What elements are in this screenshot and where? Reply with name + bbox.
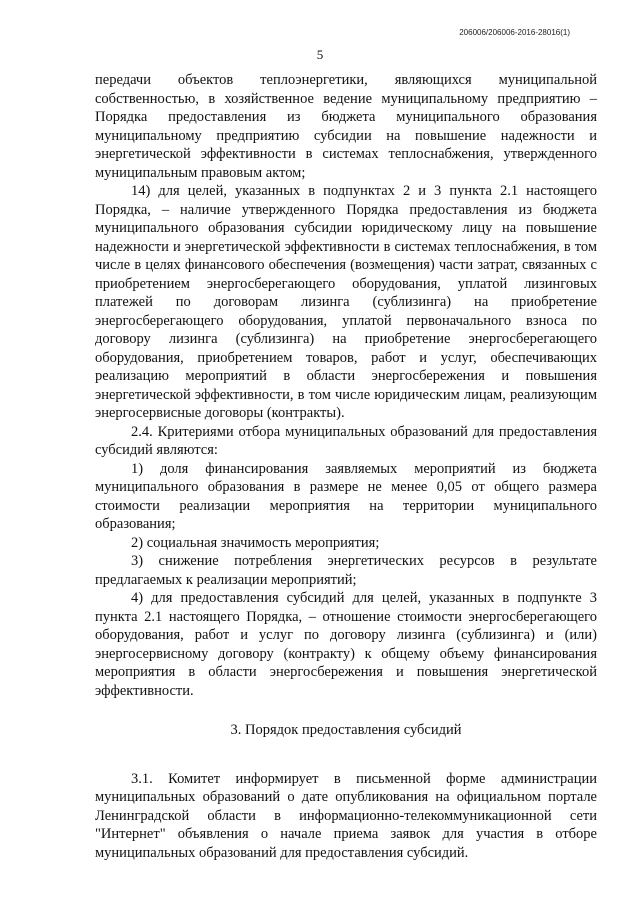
- criterion-4: 4) для предоставления субсидий для целей, указанных в подпункте 3 пункта 2.1 настоящего Порядка, – отношение стоимости энергосберегающего оборудования, работ и услуг по договору лизинга (сублизинга) и (или) энергосервисному договору (контракту) к общему объему финансирования мероприятия в области энергосбережения и повышения энергетической эффективности.: [95, 590, 597, 699]
- section-heading: 3. Порядок предоставления субсидий: [230, 722, 462, 738]
- paragraph-2-4: 2.4. Критериями отбора муниципальных образований для предоставления субсидий являются:: [95, 423, 597, 458]
- page-number: 5: [316, 47, 324, 62]
- paragraph-continuation: передачи объектов теплоэнергетики, являющихся муниципальной собственностью, в хозяйственное ведение муниципальному предприятию – Порядка предоставления из бюджета муниципального образования муниципальному предприятию субсидии на повышение надежности и энергетической эффективности в системах теплоснабжения, утвержденного муниципальным правовым актом;: [95, 72, 597, 181]
- criterion-1: 1) доля финансирования заявляемых мероприятий из бюджета муниципального образования в размере не менее 0,05 от общего размера стоимости реализации мероприятия на территории муниципального образования;: [95, 460, 597, 532]
- section-spacer: [95, 740, 597, 770]
- document-id: 206006/206006-2016-28016(1): [459, 28, 570, 37]
- document-body: [95, 71, 597, 862]
- criterion-2: 2) социальная значимость мероприятия;: [131, 534, 380, 551]
- paragraph-item-14: 14) для целей, указанных в подпунктах 2 и 3 пункта 2.1 настоящего Порядка, – наличие утвержденного Порядка предоставления из бюджета муниципального образования субсидии юридическому лицу на повышение надежности и энергетической эффективности в системах теплоснабжения, в том числе в целях финансового обеспечения (возмещения) части затрат, связанных с приобретением энергосберегающего оборудования, уплатой лизинговых платежей по договорам лизинга (сублизинга) на приобретение энергосберегающего оборудования, уплатой первоначального взноса по договору лизинга (сублизинга) на приобретение энергосберегающего оборудования, приобретением товаров, работ и услуг, обеспечивающих реализацию мероприятий в области энергосбережения и повышения энергетической эффективности, в том числе юридическим лицам, реализующим энергосервисные договоры (контракты).: [95, 183, 597, 421]
- paragraph-3-1: 3.1. Комитет информирует в письменной форме администрации муниципальных образований о дате опубликования на официальном портале Ленинградской области в информационно-телекоммуникационной сети "Интернет" объявления о начале приема заявок для участия в отборе муниципальных образований для предоставления субсидий.: [95, 770, 597, 861]
- criterion-3: 3) снижение потребления энергетических ресурсов в результате предлагаемых к реализации мероприятий;: [95, 553, 597, 588]
